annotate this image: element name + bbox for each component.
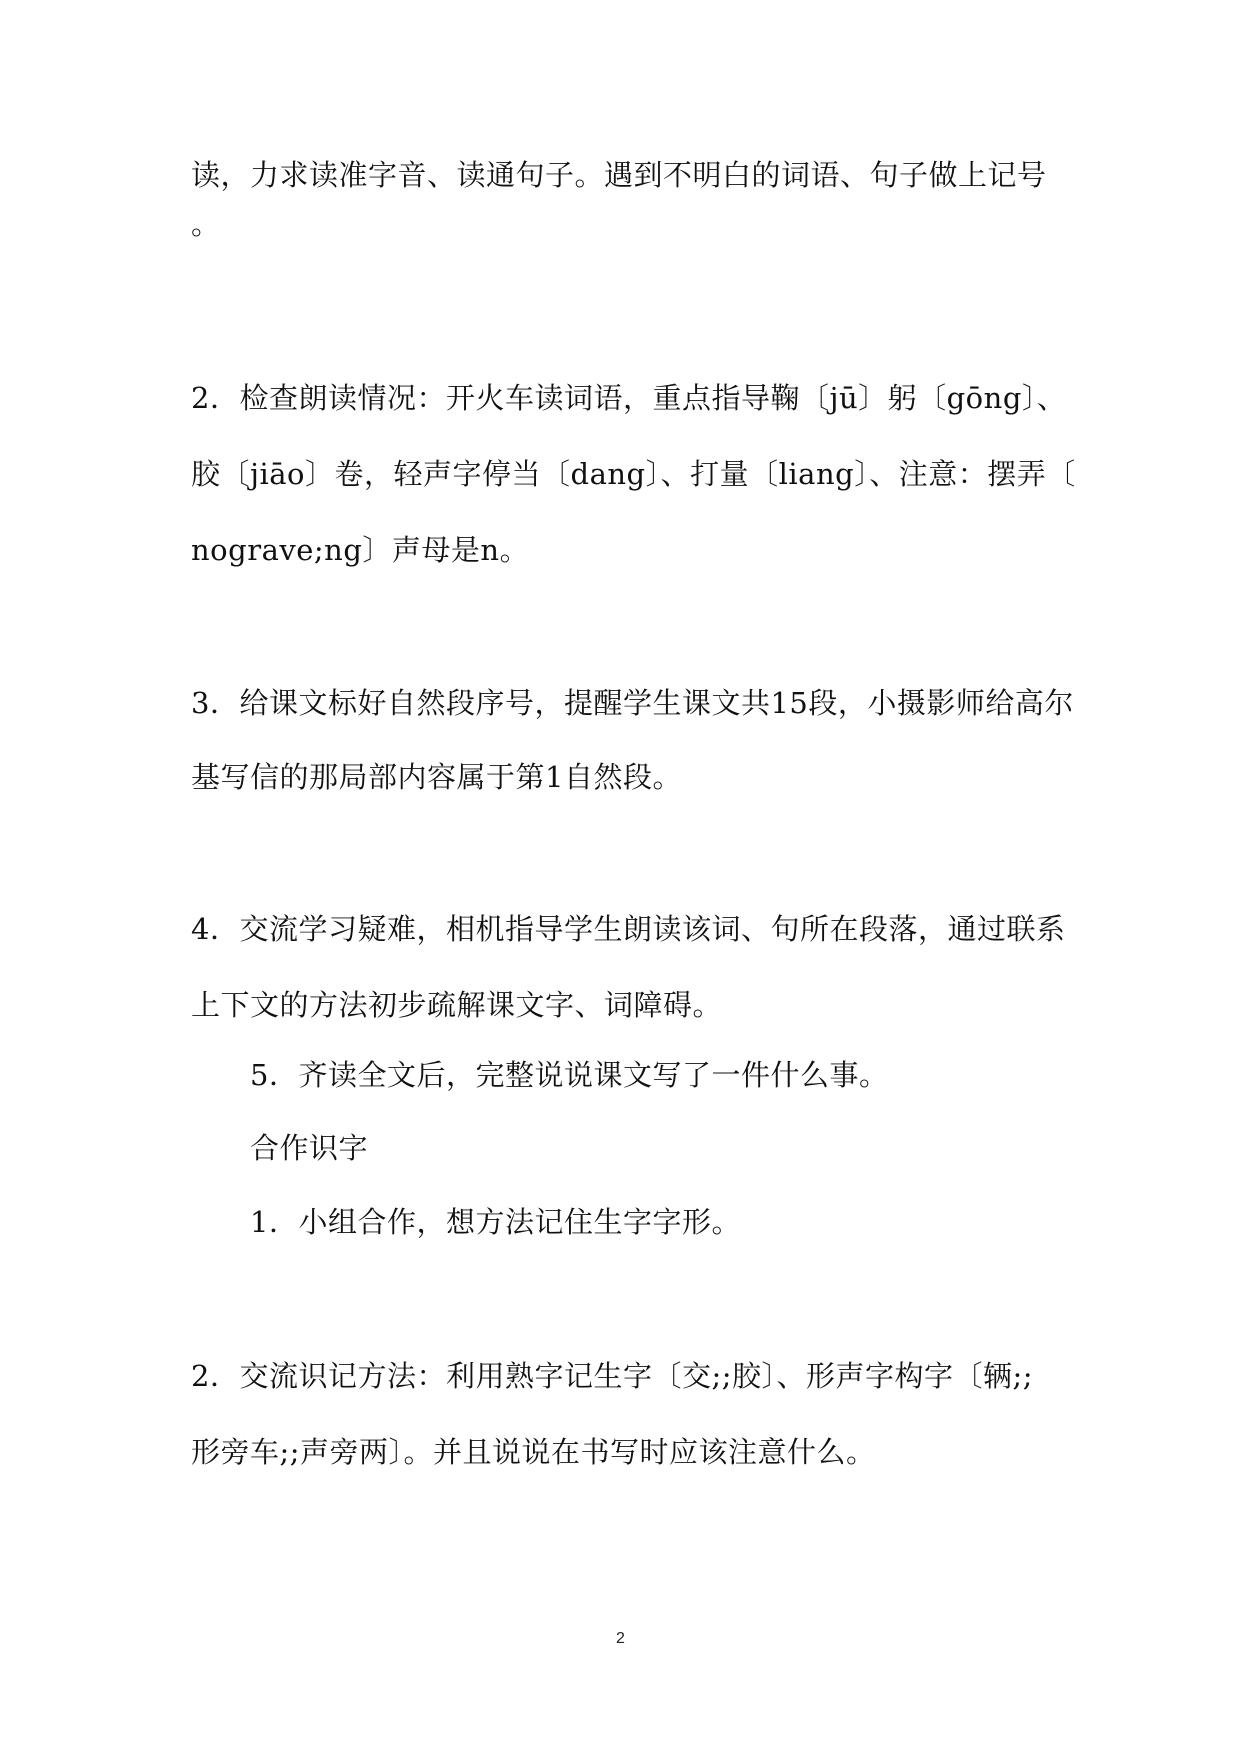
text-line-7: 基写信的那局部内容属于第1自然段。 [191,760,682,794]
text-line-14: 形旁车;;声旁两〕。并且说说在书写时应该注意什么。 [191,1435,876,1469]
page-number: 2 [616,1630,625,1647]
text-line-10: 5．齐读全文后，完整说说课文写了一件什么事。 [250,1058,889,1092]
text-line-8: 4．交流学习疑难，相机指导学生朗读该词、句所在段落，通过联系 [191,912,1066,946]
text-line-3: 2．检查朗读情况：开火车读词语，重点指导鞠〔jū〕躬〔gōng〕、 [191,381,1067,415]
text-line-6: 3．给课文标好自然段序号，提醒学生课文共15段，小摄影师给高尔 [191,686,1074,720]
text-line-4: 胶〔jiāo〕卷，轻声字停当〔dang〕、打量〔liang〕、注意：摆弄〔 [191,457,1076,491]
text-line-2: 。 [191,207,221,241]
section-heading: 合作识字 [250,1131,369,1165]
text-line-9: 上下文的方法初步疏解课文字、词障碍。 [191,988,723,1022]
text-line-12: 1．小组合作，想方法记住生字字形。 [250,1205,741,1239]
text-line-13: 2．交流识记方法：利用熟字记生字〔交;;胶〕、形声字构字〔辆;; [191,1359,1034,1393]
text-line-1: 读，力求读准字音、读通句子。遇到不明白的词语、句子做上记号 [191,158,1047,192]
text-line-5: nograve;ng〕声母是n。 [191,533,530,567]
